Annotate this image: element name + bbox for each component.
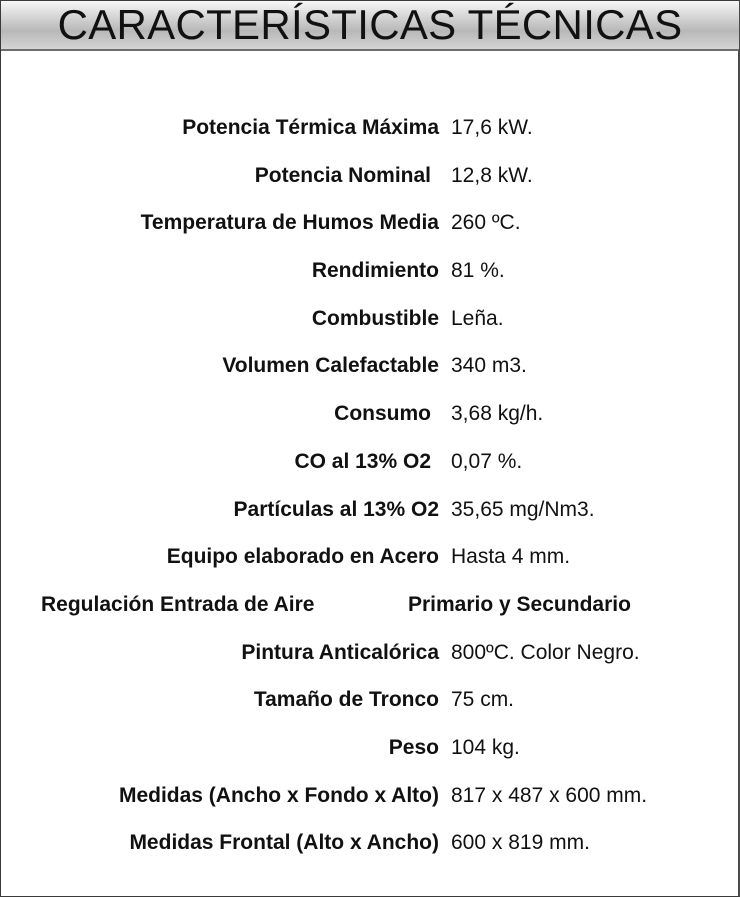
spec-row-potencia-nominal <box>1 152 739 200</box>
spec-value: 260 ºC. <box>451 211 521 235</box>
spec-row-volumen-calefactable <box>1 342 739 390</box>
spec-label: Tamaño de Tronco <box>253 688 439 712</box>
spec-value: Hasta 4 mm. <box>451 545 571 569</box>
spec-row-temperatura-de-humos-media <box>1 199 739 247</box>
specifications-table <box>1 104 739 867</box>
spec-value: 75 cm. <box>451 688 515 712</box>
spec-label: Volumen Calefactable <box>222 354 439 378</box>
spec-label: Equipo elaborado en Acero <box>166 545 439 569</box>
spec-label: CO al 13% O2 <box>294 449 431 473</box>
spec-row-rendimiento <box>1 247 739 295</box>
spec-label: Consumo <box>334 402 431 426</box>
spec-row-consumo <box>1 390 739 438</box>
spec-label: Pintura Anticalórica <box>241 640 439 664</box>
spec-label: Regulación Entrada de Aire <box>41 592 315 616</box>
title-band <box>1 1 739 51</box>
spec-value: 35,65 mg/Nm3. <box>451 497 595 521</box>
spec-label: Rendimiento <box>311 259 439 283</box>
spec-value: 600 x 819 mm. <box>451 831 590 855</box>
spec-value: 104 kg. <box>451 735 520 759</box>
spec-row-equipo-elaborado-en-acero <box>1 533 739 581</box>
spec-row-peso <box>1 724 739 772</box>
spec-row-pintura-anticalorica <box>1 629 739 677</box>
page-title: CARACTERÍSTICAS TÉCNICAS <box>57 1 683 48</box>
spec-row-particulas-al-13-o2 <box>1 486 739 534</box>
spec-label: Medidas (Ancho x Fondo x Alto) <box>118 783 439 807</box>
spec-label: Peso <box>388 735 439 759</box>
spec-value: 800ºC. Color Negro. <box>451 640 640 664</box>
spec-label: Potencia Nominal <box>254 163 431 187</box>
spec-row-combustible <box>1 295 739 343</box>
spec-value: 817 x 487 x 600 mm. <box>451 783 648 807</box>
spec-value: 12,8 kW. <box>451 163 533 187</box>
spec-row-medidas-ancho-fondo-alto <box>1 772 739 820</box>
spec-value: 17,6 kW. <box>451 116 533 139</box>
spec-value: 0,07 %. <box>451 449 523 473</box>
spec-value: Leña. <box>451 306 504 330</box>
spec-label: Combustible <box>311 306 439 330</box>
spec-row-co-al-13-o2 <box>1 438 739 486</box>
spec-row-tamano-de-tronco <box>1 676 739 724</box>
spec-label: Partículas al 13% O2 <box>233 497 439 521</box>
spec-label: Medidas Frontal (Alto x Ancho) <box>129 831 439 855</box>
spec-label: Temperatura de Humos Media <box>140 211 439 235</box>
spec-label: Potencia Térmica Máxima <box>182 116 439 139</box>
spec-value: 340 m3. <box>451 354 527 378</box>
spec-value: 3,68 kg/h. <box>451 402 544 426</box>
spec-row-potencia-termica-maxima <box>1 104 739 152</box>
spec-row-regulacion-entrada-de-aire <box>1 581 739 629</box>
spec-value: Primario y Secundario <box>408 592 631 616</box>
spec-row-medidas-frontal-alto-ancho <box>1 819 739 867</box>
spec-value: 81 %. <box>451 259 505 283</box>
